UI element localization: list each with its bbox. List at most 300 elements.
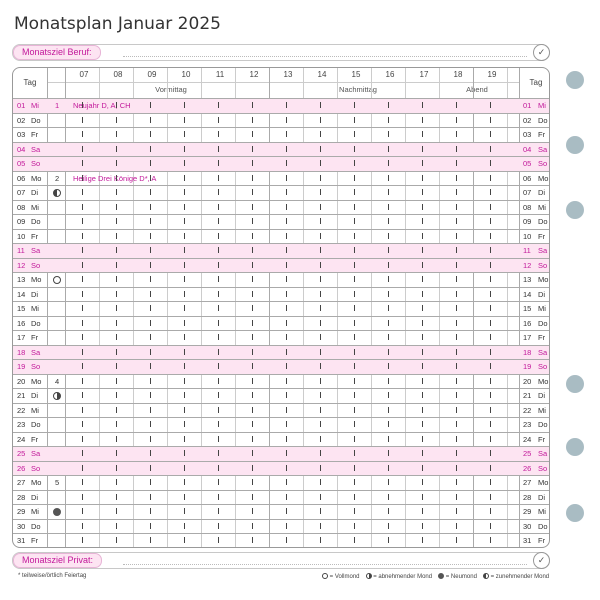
half-hour-tick: [286, 378, 287, 384]
footer-note: * teilweise/örtlich Feiertag: [18, 573, 87, 579]
half-hour-tick: [422, 523, 423, 529]
half-hour-tick: [252, 102, 253, 108]
day-number-right: 16: [523, 318, 532, 328]
half-hour-tick: [184, 175, 185, 181]
half-hour-tick: [490, 378, 491, 384]
weekday-right: Do: [538, 420, 548, 429]
half-hour-tick: [184, 465, 185, 471]
half-hour-tick: [82, 276, 83, 282]
half-hour-tick: [320, 320, 321, 326]
half-hour-tick: [422, 247, 423, 253]
day-row[interactable]: [13, 432, 549, 447]
day-row[interactable]: [13, 142, 549, 157]
period-label: Nachmittag: [339, 85, 377, 94]
half-hour-tick: [456, 131, 457, 137]
half-hour-tick: [252, 436, 253, 442]
half-hour-tick: [184, 436, 185, 442]
binder-hole: [566, 504, 584, 522]
day-number: 05: [17, 159, 26, 168]
weekday: Fr: [31, 434, 39, 444]
day-row[interactable]: [13, 185, 549, 200]
half-hour-tick: [184, 421, 185, 427]
weekday: Do: [31, 420, 41, 429]
half-hour-tick: [456, 160, 457, 166]
half-hour-tick: [184, 334, 185, 340]
half-hour-tick: [456, 117, 457, 123]
half-hour-tick: [456, 450, 457, 456]
half-hour-tick: [456, 189, 457, 195]
day-row[interactable]: [13, 533, 549, 548]
weekday-right: Do: [538, 318, 548, 328]
half-hour-tick: [82, 117, 83, 123]
half-hour-tick: [354, 363, 355, 369]
half-hour-tick: [320, 450, 321, 456]
half-hour-tick: [320, 465, 321, 471]
weekday: Di: [31, 391, 39, 400]
half-hour-tick: [354, 479, 355, 485]
half-hour-tick: [150, 450, 151, 456]
day-number-right: 15: [523, 304, 532, 313]
half-hour-tick: [320, 407, 321, 413]
half-hour-tick: [184, 233, 185, 239]
half-hour-tick: [150, 363, 151, 369]
half-hour-tick: [116, 320, 117, 326]
half-hour-tick: [388, 349, 389, 355]
hour-label: 10: [181, 70, 191, 79]
half-hour-tick: [150, 146, 151, 152]
weekday: Mi: [31, 304, 39, 313]
weekday-right: Fr: [538, 231, 546, 241]
half-hour-tick: [388, 523, 389, 529]
half-hour-tick: [252, 175, 253, 181]
legend-label: = Neumond: [444, 573, 477, 580]
half-hour-tick: [150, 494, 151, 500]
half-hour-tick: [252, 363, 253, 369]
half-hour-tick: [252, 204, 253, 210]
day-row[interactable]: [13, 113, 549, 128]
day-row[interactable]: [13, 258, 549, 273]
half-hour-tick: [150, 204, 151, 210]
half-hour-tick: [218, 291, 219, 297]
day-row[interactable]: [13, 171, 549, 186]
weekday: Fr: [31, 333, 39, 342]
half-hour-tick: [82, 131, 83, 137]
half-hour-tick: [184, 160, 185, 166]
half-hour-tick: [456, 479, 457, 485]
day-row[interactable]: [13, 403, 549, 418]
half-hour-tick: [184, 131, 185, 137]
half-hour-tick: [286, 334, 287, 340]
half-hour-tick: [422, 102, 423, 108]
half-hour-tick: [320, 334, 321, 340]
weekday-right: Mo: [538, 275, 549, 284]
half-hour-tick: [82, 378, 83, 384]
half-hour-tick: [388, 276, 389, 282]
day-row[interactable]: [13, 301, 549, 316]
half-hour-tick: [354, 392, 355, 398]
day-number: 27: [17, 478, 26, 487]
half-hour-tick: [116, 102, 117, 108]
half-hour-tick: [320, 479, 321, 485]
half-hour-tick: [150, 218, 151, 224]
day-row[interactable]: [13, 519, 549, 534]
half-hour-tick: [116, 247, 117, 253]
day-row[interactable]: [13, 98, 549, 113]
half-hour-tick: [286, 218, 287, 224]
half-hour-tick: [354, 421, 355, 427]
half-hour-tick: [150, 407, 151, 413]
half-hour-tick: [388, 436, 389, 442]
goal-work-line: [123, 56, 527, 57]
goal-private-line: [123, 564, 527, 565]
half-hour-tick: [286, 131, 287, 137]
day-row[interactable]: [13, 127, 549, 142]
day-number-right: 13: [523, 275, 532, 284]
week-number: 4: [55, 376, 60, 386]
half-hour-tick: [150, 262, 151, 268]
half-hour-tick: [422, 378, 423, 384]
half-hour-tick: [82, 175, 83, 181]
half-hour-tick: [388, 117, 389, 123]
half-hour-tick: [286, 204, 287, 210]
half-hour-tick: [116, 160, 117, 166]
half-hour-tick: [184, 378, 185, 384]
weekday: Fr: [31, 130, 39, 139]
weekday: Mo: [31, 275, 42, 284]
half-hour-tick: [490, 436, 491, 442]
day-number-right: 31: [523, 536, 532, 545]
half-hour-tick: [490, 204, 491, 210]
half-hour-tick: [150, 175, 151, 181]
day-number-right: 26: [523, 463, 532, 473]
half-hour-tick: [490, 233, 491, 239]
day-row[interactable]: [13, 446, 549, 461]
holiday-note: Heilige Drei Könige D*, A: [73, 173, 157, 183]
half-hour-tick: [286, 508, 287, 514]
hour-label: 14: [317, 70, 327, 79]
day-number: 21: [17, 391, 26, 400]
day-row[interactable]: [13, 229, 549, 244]
half-hour-tick: [286, 175, 287, 181]
half-hour-tick: [150, 102, 151, 108]
hour-label: 16: [385, 70, 395, 79]
half-hour-tick: [116, 291, 117, 297]
half-hour-tick: [490, 363, 491, 369]
half-hour-tick: [354, 523, 355, 529]
day-number: 11: [17, 246, 25, 255]
half-hour-tick: [116, 421, 117, 427]
half-hour-tick: [116, 537, 117, 543]
half-hour-tick: [354, 334, 355, 340]
weekday: Sa: [31, 246, 41, 255]
half-hour-tick: [388, 218, 389, 224]
half-hour-tick: [218, 131, 219, 137]
goal-private-label: Monatsziel Privat:: [13, 553, 102, 568]
half-hour-tick: [422, 117, 423, 123]
day-row[interactable]: [13, 490, 549, 505]
day-number-right: 23: [523, 420, 532, 429]
half-hour-tick: [116, 334, 117, 340]
day-number: 12: [17, 260, 26, 270]
half-hour-tick: [218, 523, 219, 529]
half-hour-tick: [490, 421, 491, 427]
half-hour-tick: [320, 117, 321, 123]
half-hour-tick: [456, 349, 457, 355]
day-row[interactable]: [13, 200, 549, 215]
day-number-right: 29: [523, 507, 532, 516]
weekday: Sa: [31, 449, 41, 458]
half-hour-tick: [82, 320, 83, 326]
day-row[interactable]: [13, 388, 549, 403]
day-number: 17: [17, 333, 26, 342]
half-hour-tick: [286, 247, 287, 253]
half-hour-tick: [252, 247, 253, 253]
half-hour-tick: [456, 262, 457, 268]
half-hour-tick: [184, 407, 185, 413]
half-hour-tick: [286, 160, 287, 166]
half-hour-tick: [490, 407, 491, 413]
half-hour-tick: [252, 421, 253, 427]
half-hour-tick: [116, 146, 117, 152]
day-row[interactable]: [13, 330, 549, 345]
half-hour-tick: [218, 175, 219, 181]
day-number: 20: [17, 376, 26, 386]
day-row[interactable]: [13, 475, 549, 490]
weekday: So: [31, 463, 41, 473]
weekday-right: Sa: [538, 144, 548, 154]
weekday: Mi: [31, 101, 39, 110]
goal-work-check-icon[interactable]: ✓: [533, 44, 550, 61]
half-hour-tick: [218, 320, 219, 326]
half-hour-tick: [388, 479, 389, 485]
hour-label: 08: [113, 70, 123, 79]
half-hour-tick: [116, 465, 117, 471]
half-hour-tick: [218, 436, 219, 442]
half-hour-tick: [184, 479, 185, 485]
half-hour-tick: [150, 523, 151, 529]
half-hour-tick: [320, 276, 321, 282]
half-hour-tick: [184, 494, 185, 500]
weekday: So: [31, 260, 41, 270]
weekday-right: Sa: [538, 347, 548, 357]
day-number-right: 07: [523, 188, 532, 197]
half-hour-tick: [184, 276, 185, 282]
day-number-right: 04: [523, 144, 532, 154]
weekday-right: Mo: [538, 376, 549, 386]
half-hour-tick: [456, 247, 457, 253]
half-hour-tick: [320, 537, 321, 543]
half-hour-tick: [82, 523, 83, 529]
half-hour-tick: [252, 465, 253, 471]
half-hour-tick: [422, 479, 423, 485]
half-hour-tick: [422, 392, 423, 398]
half-hour-tick: [184, 218, 185, 224]
weekday: So: [31, 159, 41, 168]
half-hour-tick: [218, 378, 219, 384]
half-hour-tick: [252, 334, 253, 340]
weekday-right: Do: [538, 217, 548, 226]
half-hour-tick: [354, 407, 355, 413]
half-hour-tick: [422, 320, 423, 326]
half-hour-tick: [490, 479, 491, 485]
day-row[interactable]: [13, 287, 549, 302]
weekday-right: Di: [538, 289, 546, 299]
half-hour-tick: [490, 494, 491, 500]
half-hour-tick: [320, 131, 321, 137]
half-hour-tick: [456, 291, 457, 297]
half-hour-tick: [456, 537, 457, 543]
half-hour-tick: [388, 146, 389, 152]
half-hour-tick: [490, 102, 491, 108]
weekday: So: [31, 362, 41, 371]
half-hour-tick: [116, 189, 117, 195]
half-hour-tick: [354, 233, 355, 239]
half-hour-tick: [422, 291, 423, 297]
half-hour-tick: [150, 421, 151, 427]
half-hour-tick: [422, 537, 423, 543]
half-hour-tick: [150, 233, 151, 239]
half-hour-tick: [422, 204, 423, 210]
half-hour-tick: [388, 537, 389, 543]
day-number: 18: [17, 347, 26, 357]
half-hour-tick: [490, 218, 491, 224]
half-hour-tick: [116, 494, 117, 500]
half-hour-tick: [286, 276, 287, 282]
half-hour-tick: [252, 508, 253, 514]
half-hour-tick: [490, 392, 491, 398]
half-hour-tick: [252, 523, 253, 529]
day-number-right: 03: [523, 130, 532, 139]
weekday-right: Mi: [538, 507, 546, 516]
weekday: Do: [31, 521, 41, 531]
half-hour-tick: [490, 508, 491, 514]
half-hour-tick: [320, 204, 321, 210]
half-hour-tick: [354, 218, 355, 224]
half-hour-tick: [422, 146, 423, 152]
half-hour-tick: [388, 392, 389, 398]
half-hour-tick: [490, 189, 491, 195]
half-hour-tick: [184, 523, 185, 529]
day-number-right: 24: [523, 434, 532, 444]
day-row[interactable]: [13, 156, 549, 171]
hour-label: 07: [79, 70, 89, 79]
half-hour-tick: [218, 305, 219, 311]
weekday: Mi: [31, 507, 39, 516]
half-hour-tick: [252, 233, 253, 239]
half-hour-tick: [218, 465, 219, 471]
half-hour-tick: [422, 465, 423, 471]
binder-hole: [566, 71, 584, 89]
goal-private-check-icon[interactable]: ✓: [533, 552, 550, 569]
half-hour-tick: [354, 204, 355, 210]
day-number: 04: [17, 144, 26, 154]
day-row[interactable]: [13, 417, 549, 432]
weekday-right: Fr: [538, 536, 546, 545]
half-hour-tick: [116, 204, 117, 210]
goal-work-field[interactable]: [12, 44, 550, 61]
legend-label: = abnehmender Mond: [371, 573, 433, 580]
half-hour-tick: [116, 305, 117, 311]
half-hour-tick: [354, 349, 355, 355]
half-hour-tick: [354, 291, 355, 297]
half-hour-tick: [422, 160, 423, 166]
half-hour-tick: [422, 305, 423, 311]
half-hour-tick: [82, 392, 83, 398]
half-hour-tick: [388, 450, 389, 456]
half-hour-tick: [490, 450, 491, 456]
day-row[interactable]: [13, 243, 549, 258]
half-hour-tick: [422, 421, 423, 427]
half-hour-tick: [184, 262, 185, 268]
day-row[interactable]: [13, 345, 549, 360]
half-hour-tick: [150, 436, 151, 442]
half-hour-tick: [490, 320, 491, 326]
half-hour-tick: [252, 276, 253, 282]
half-hour-tick: [490, 305, 491, 311]
weekday-right: So: [538, 260, 548, 270]
day-row[interactable]: [13, 272, 549, 287]
month-grid: [12, 67, 550, 548]
half-hour-tick: [252, 407, 253, 413]
half-hour-tick: [354, 102, 355, 108]
goal-private-field[interactable]: [12, 552, 550, 569]
half-hour-tick: [286, 305, 287, 311]
day-row[interactable]: [13, 214, 549, 229]
half-hour-tick: [388, 508, 389, 514]
half-hour-tick: [320, 523, 321, 529]
half-hour-tick: [116, 378, 117, 384]
day-number: 15: [17, 304, 26, 313]
half-hour-tick: [150, 276, 151, 282]
half-hour-tick: [184, 537, 185, 543]
half-hour-tick: [116, 479, 117, 485]
half-hour-tick: [252, 117, 253, 123]
day-number-right: 27: [523, 478, 532, 487]
legend-wax-item: [483, 574, 549, 580]
day-row[interactable]: [13, 504, 549, 519]
half-hour-tick: [320, 392, 321, 398]
moon-legend: [322, 573, 555, 580]
header-divider: [47, 82, 519, 83]
day-number: 28: [17, 492, 26, 502]
moon-wane-icon: [53, 389, 61, 403]
half-hour-tick: [456, 305, 457, 311]
half-hour-tick: [422, 276, 423, 282]
half-hour-tick: [320, 102, 321, 108]
half-hour-tick: [456, 465, 457, 471]
day-row[interactable]: [13, 316, 549, 331]
half-hour-tick: [456, 421, 457, 427]
day-number-right: 28: [523, 492, 532, 502]
weekday-right: Fr: [538, 130, 546, 139]
half-hour-tick: [286, 117, 287, 123]
page-title: Monatsplan Januar 2025: [14, 14, 221, 34]
half-hour-tick: [252, 479, 253, 485]
day-row[interactable]: [13, 359, 549, 374]
half-hour-tick: [286, 537, 287, 543]
weekday: Mo: [31, 173, 42, 183]
day-row[interactable]: [13, 461, 549, 476]
day-number-right: 30: [523, 521, 532, 531]
half-hour-tick: [150, 479, 151, 485]
day-number-right: 09: [523, 217, 532, 226]
day-row[interactable]: [13, 374, 549, 389]
half-hour-tick: [490, 537, 491, 543]
half-hour-tick: [456, 392, 457, 398]
half-hour-tick: [286, 392, 287, 398]
half-hour-tick: [320, 247, 321, 253]
half-hour-tick: [354, 262, 355, 268]
